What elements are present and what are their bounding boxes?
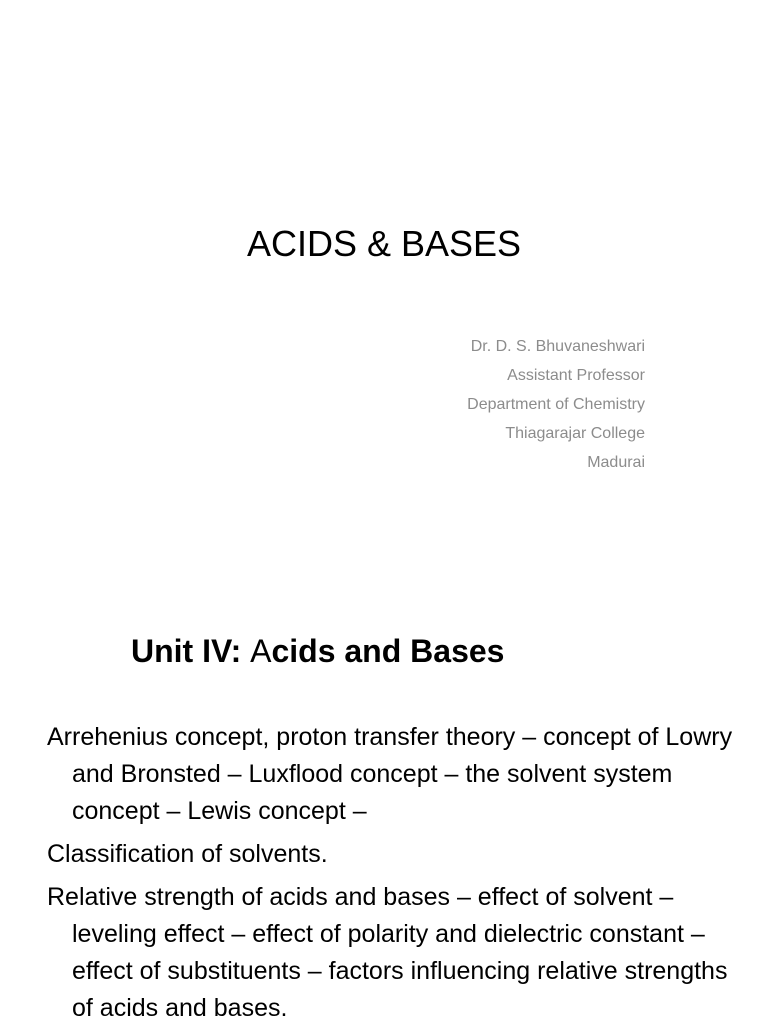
unit-heading-prefix: Unit IV: <box>131 633 251 669</box>
syllabus-paragraph-concepts: Arrehenius concept, proton transfer theory – concept of Lowry and Bronsted – Luxflood concept – the solvent system concept – Lewis concept – <box>47 723 733 825</box>
author-department: Department of Chemistry <box>467 396 645 413</box>
author-position: Assistant Professor <box>507 367 645 384</box>
syllabus-list <box>47 719 747 1033</box>
slide-title: ACIDS & BASES <box>246 223 522 264</box>
author-name: Dr. D. S. Bhuvaneshwari <box>470 338 645 355</box>
author-info <box>467 332 645 477</box>
syllabus-paragraph-solvents: Classification of solvents. <box>47 840 328 868</box>
unit-heading <box>131 631 504 671</box>
author-college: Thiagarajar College <box>505 425 645 442</box>
syllabus-paragraph-strength: Relative strength of acids and bases – effect of solvent – leveling effect – effect of polarity and dielectric constant – effect of substituents – factors influencing relative strengths of acids and bases. <box>47 883 728 1022</box>
unit-heading-rest: cids and Bases <box>271 633 505 669</box>
author-city: Madurai <box>587 454 645 471</box>
content-slide <box>0 576 768 1024</box>
unit-heading-initial: A <box>250 633 272 669</box>
